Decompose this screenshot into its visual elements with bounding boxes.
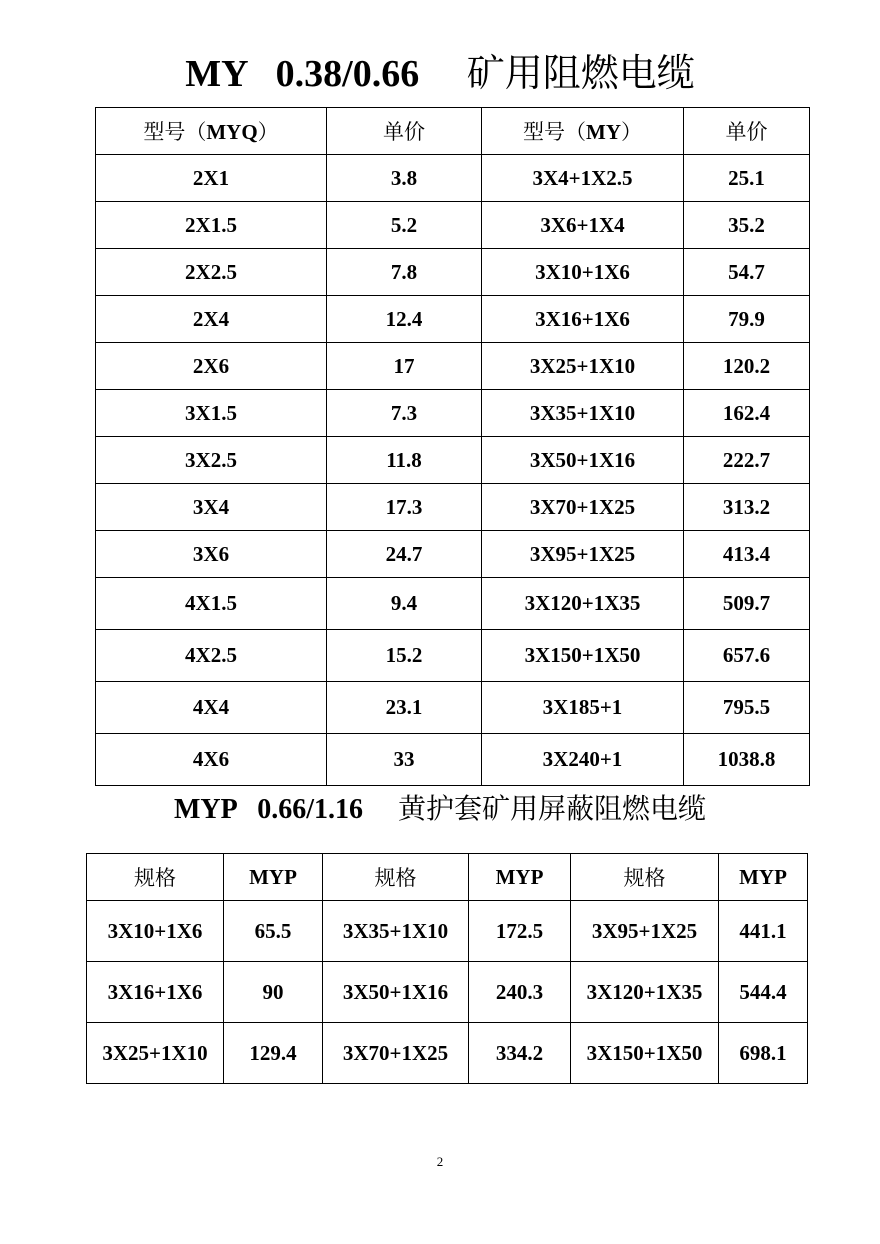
price-my-cell: 120.2 <box>684 343 810 390</box>
table-header-row <box>96 108 810 155</box>
myp-price-table <box>86 853 808 1084</box>
title-model: MY <box>185 53 248 95</box>
price-my-cell: 222.7 <box>684 437 810 484</box>
model-my-cell: 3X16+1X6 <box>482 296 684 343</box>
table-row <box>96 630 810 682</box>
subtitle-voltage: 0.66/1.16 <box>257 794 363 825</box>
model-my-cell: 3X185+1 <box>482 682 684 734</box>
model-my-cell: 3X150+1X50 <box>482 630 684 682</box>
price-myq-cell: 17.3 <box>327 484 482 531</box>
price-my-cell: 413.4 <box>684 531 810 578</box>
header-myp: MYP <box>469 854 571 901</box>
table-row <box>96 390 810 437</box>
table-row <box>87 901 808 962</box>
price-my-cell: 79.9 <box>684 296 810 343</box>
spec-cell: 3X25+1X10 <box>87 1023 224 1084</box>
page-title <box>0 46 880 101</box>
myp-price-cell: 90 <box>224 962 323 1023</box>
table-row <box>96 202 810 249</box>
price-my-cell: 657.6 <box>684 630 810 682</box>
table-row <box>96 249 810 296</box>
price-myq-cell: 7.3 <box>327 390 482 437</box>
myp-price-cell: 172.5 <box>469 901 571 962</box>
myp-price-cell: 441.1 <box>719 901 808 962</box>
model-myq-cell: 2X6 <box>96 343 327 390</box>
header-myp: MYP <box>719 854 808 901</box>
table-row <box>96 531 810 578</box>
price-myq-cell: 9.4 <box>327 578 482 630</box>
page-number: 2 <box>436 1154 444 1169</box>
price-myq-cell: 11.8 <box>327 437 482 484</box>
model-myq-cell: 3X2.5 <box>96 437 327 484</box>
title-name: 矿用阻燃电缆 <box>466 51 695 95</box>
price-myq-cell: 33 <box>327 734 482 786</box>
model-my-cell: 3X120+1X35 <box>482 578 684 630</box>
header-spec: 规格 <box>87 854 224 901</box>
model-myq-cell: 3X4 <box>96 484 327 531</box>
subtitle-model: MYP <box>173 794 237 825</box>
table-row <box>96 734 810 786</box>
model-myq-cell: 4X6 <box>96 734 327 786</box>
header-price: 单价 <box>327 108 482 155</box>
table-row <box>96 343 810 390</box>
price-my-cell: 35.2 <box>684 202 810 249</box>
price-myq-cell: 15.2 <box>327 630 482 682</box>
model-my-cell: 3X240+1 <box>482 734 684 786</box>
title-voltage: 0.38/0.66 <box>275 53 420 95</box>
price-my-cell: 1038.8 <box>684 734 810 786</box>
myp-price-cell: 698.1 <box>719 1023 808 1084</box>
spec-cell: 3X16+1X6 <box>87 962 224 1023</box>
model-my-cell: 3X35+1X10 <box>482 390 684 437</box>
model-my-cell: 3X4+1X2.5 <box>482 155 684 202</box>
spec-cell: 3X70+1X25 <box>323 1023 469 1084</box>
price-myq-cell: 12.4 <box>327 296 482 343</box>
model-myq-cell: 2X2.5 <box>96 249 327 296</box>
table-header-row <box>87 854 808 901</box>
myp-price-cell: 129.4 <box>224 1023 323 1084</box>
model-myq-cell: 3X1.5 <box>96 390 327 437</box>
price-myq-cell: 7.8 <box>327 249 482 296</box>
model-my-cell: 3X25+1X10 <box>482 343 684 390</box>
price-myq-cell: 5.2 <box>327 202 482 249</box>
myp-price-cell: 65.5 <box>224 901 323 962</box>
price-my-cell: 54.7 <box>684 249 810 296</box>
model-myq-cell: 2X4 <box>96 296 327 343</box>
price-my-cell: 162.4 <box>684 390 810 437</box>
model-myq-cell: 4X2.5 <box>96 630 327 682</box>
table-row <box>96 578 810 630</box>
model-myq-cell: 2X1 <box>96 155 327 202</box>
model-my-cell: 3X70+1X25 <box>482 484 684 531</box>
table-row <box>87 1023 808 1084</box>
header-spec: 规格 <box>571 854 719 901</box>
model-my-cell: 3X10+1X6 <box>482 249 684 296</box>
price-myq-cell: 17 <box>327 343 482 390</box>
my-price-table <box>95 107 810 786</box>
table-row <box>96 437 810 484</box>
spec-cell: 3X95+1X25 <box>571 901 719 962</box>
price-myq-cell: 3.8 <box>327 155 482 202</box>
table-row <box>96 484 810 531</box>
table-row <box>96 296 810 343</box>
price-my-cell: 795.5 <box>684 682 810 734</box>
spec-cell: 3X120+1X35 <box>571 962 719 1023</box>
price-my-cell: 25.1 <box>684 155 810 202</box>
model-myq-cell: 4X4 <box>96 682 327 734</box>
spec-cell: 3X10+1X6 <box>87 901 224 962</box>
spec-cell: 3X50+1X16 <box>323 962 469 1023</box>
model-my-cell: 3X6+1X4 <box>482 202 684 249</box>
model-myq-cell: 3X6 <box>96 531 327 578</box>
model-my-cell: 3X50+1X16 <box>482 437 684 484</box>
header-model-my: 型号（MY） <box>482 108 684 155</box>
price-my-cell: 509.7 <box>684 578 810 630</box>
section-title <box>0 787 880 832</box>
model-my-cell: 3X95+1X25 <box>482 531 684 578</box>
price-my-cell: 313.2 <box>684 484 810 531</box>
header-spec: 规格 <box>323 854 469 901</box>
spec-cell: 3X35+1X10 <box>323 901 469 962</box>
header-model-myq: 型号（MYQ） <box>96 108 327 155</box>
myp-price-cell: 544.4 <box>719 962 808 1023</box>
table-row <box>87 962 808 1023</box>
model-myq-cell: 4X1.5 <box>96 578 327 630</box>
table-row <box>96 155 810 202</box>
spec-cell: 3X150+1X50 <box>571 1023 719 1084</box>
price-myq-cell: 24.7 <box>327 531 482 578</box>
price-myq-cell: 23.1 <box>327 682 482 734</box>
myp-price-cell: 240.3 <box>469 962 571 1023</box>
header-price: 单价 <box>684 108 810 155</box>
header-myp: MYP <box>224 854 323 901</box>
model-myq-cell: 2X1.5 <box>96 202 327 249</box>
table-row <box>96 682 810 734</box>
myp-price-cell: 334.2 <box>469 1023 571 1084</box>
subtitle-name: 黄护套矿用屏蔽阻燃电缆 <box>397 792 706 825</box>
